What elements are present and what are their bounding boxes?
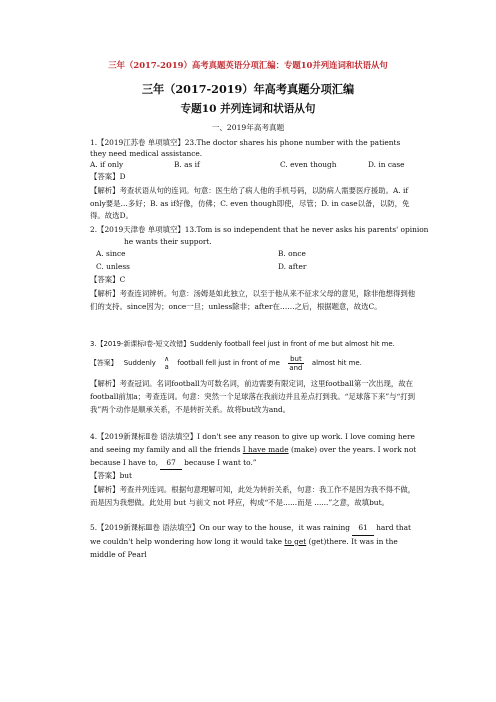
q3-answer-end: almost hit me. [311,359,362,367]
q3-analysis: 【解析】考查冠词。名词football为可数名词，前边需要有限定词，这里football第一次出现，故在football前加a；考查连词。句意：突然一个足球落在我前边并且差点打到我。“足球落下来”与“打到我”两个动作是顺承关系，不是转折关系。故将but改为and。 [90,379,416,414]
document-subtitle: 专题10 并列连词和状语从句 [180,103,316,115]
q1-stem-line2: they need medical assistance. [90,149,203,158]
q2-analysis: 【解析】考查连词辨析。句意：汤姆是如此独立，以至于他从来不征求父母的意见，除非他想得到他们的支持。since因为；once一旦；unless除非；after在……之后，根据题意，故选C。 [90,289,416,311]
q5-underlined-phrase: to get [284,536,307,546]
q2-stem-line1: 2.【2019天津卷 单项填空】13.Tom is so independent that he never asks his parents' opinion [90,225,429,234]
q1-analysis: 【解析】考查状语从句的连词。句意：医生给了病人他的手机号码，以防病人需要医疗援助。A. if only要是…多好；B. as if好像，仿佛；C. even though即使，尽管；D. in case以备，以防，免得。故选D。 [90,186,410,221]
q3-answer [90,352,420,374]
q5-blank: 61 [352,522,373,536]
q3-correction [288,355,304,372]
q2-option-b: B. once [278,249,306,258]
q5-stem-source: 5.【2019新课标Ⅲ卷 语法填空】 [90,523,200,532]
q5-stem [90,522,420,561]
q3-correction-new: and [289,363,303,372]
caret-icon: ∧ [164,355,170,363]
document-title: 三年（2017-2019）年高考真题分项汇编 [141,82,355,96]
q3-stem: 3.【2019-新课标I卷-短文改错】Suddenly football feel just in front of me but almost hit me. [90,340,395,348]
q4-answer: 【答案】but [90,471,133,480]
q1-option-c: C. even though [280,160,337,169]
q5-stem-end: (get)there. It was in the middle of Pearl [90,536,398,559]
q1-option-b: B. as if [174,160,200,169]
q3-answer-word-suddenly: Suddenly [123,359,156,367]
q4-stem-text: I don't see any reason to give up work. I love coming here and seeing my family and all the friends [90,432,415,454]
q3-correction-original: but [290,354,302,363]
q2-answer: 【答案】C [90,275,126,284]
q3-insertion-mark [164,355,169,371]
q4-stem-continued: (make) over the years. I work not because I have to, [90,444,417,467]
q1-answer: 【答案】D [90,172,126,181]
q2-option-c: C. unless [96,262,130,271]
q4-underlined-phrase: I have made [242,444,289,454]
q4-blank: 67 [160,457,181,471]
q4-stem [90,431,420,470]
q2-option-a: A. since [96,249,126,258]
q1-option-a: A. if only [90,160,124,169]
q5-stem-continued: hard that we couldn't help wondering how long it would take [90,523,412,546]
q1-option-d: D. in case [368,160,405,169]
q4-stem-source: 4.【2019新课标Ⅱ卷 语法填空】 [90,432,198,441]
q4-analysis: 【解析】考查并列连词。根据句意理解可知，此处为转折关系，句意：我工作不是因为我不得不做，而是因为我想做。此处用 but 与前文 not 呼应，构成“不是......而是 ......”之意，故填but。 [90,485,416,507]
header-banner: 三年（2017-2019）高考真题英语分项汇编：专题10并列连词和状语从句 [108,60,388,70]
q1-stem-line1: 1.【2019江苏卷 单项填空】23.The doctor shares his phone number with the patients [90,138,401,147]
q3-inserted-word: a [164,363,169,371]
q3-answer-middle: football fell just in front of me [177,359,280,367]
q3-answer-label: 【答案】 [90,359,118,367]
q2-stem-line2: he wants their support. [124,237,212,246]
section-heading: 一、2019年高考真题 [211,123,285,132]
q4-stem-end: because I want to.” [184,457,257,467]
q5-stem-text: On our way to the house，it was raining [199,523,350,532]
q2-option-d: D. after [278,262,307,271]
